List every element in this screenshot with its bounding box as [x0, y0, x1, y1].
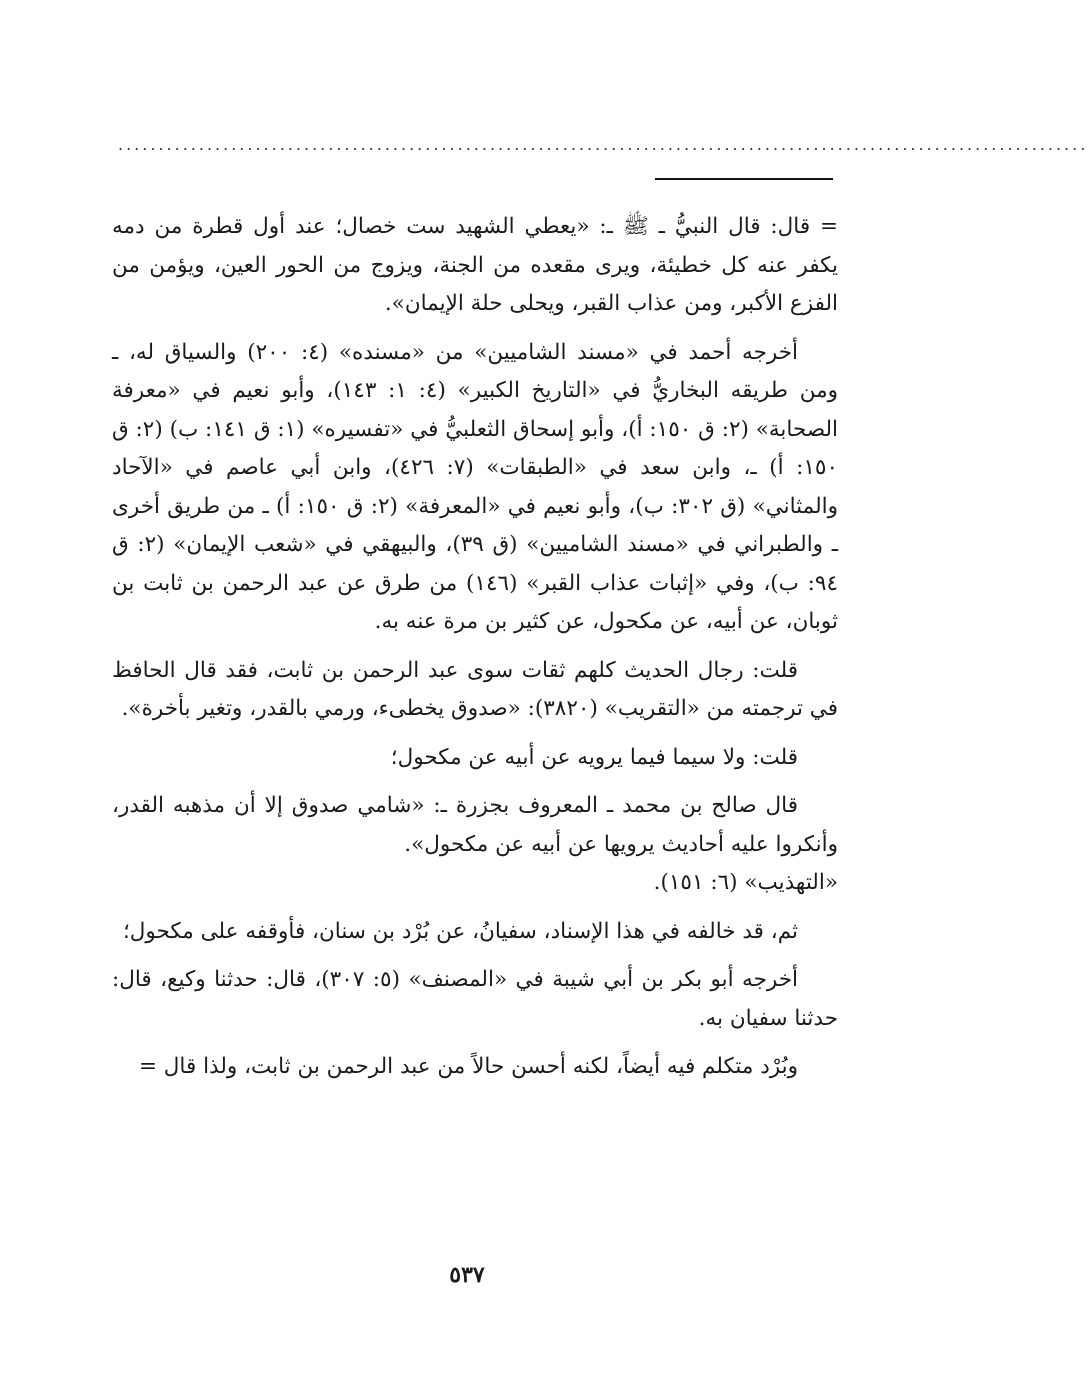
separator-dots: ........................................................................................................................ [118, 135, 1088, 154]
isnad-variation-paragraph: ثم، قد خالفه في هذا الإسناد، سفيانُ، عن بُرْد بن سنان، فأوقفه على مكحول؛ [122, 918, 798, 944]
note-paragraph: قلت: ولا سيما فيما يرويه عن أبيه عن مكحول؛ [390, 744, 798, 770]
footnote-body [112, 208, 838, 1087]
footnote-rule [655, 178, 833, 180]
tahdhib-reference: «التهذيب» (٦: ١٥١). [653, 870, 838, 895]
musannaf-paragraph: أخرجه أبو بكر بن أبي شيبة في «المصنف» (٥: ٣٠٧)، قال: حدثنا وكيع، قال: حدثنا سفيان به. [112, 967, 838, 1031]
narrator-assessment-paragraph: قلت: رجال الحديث كلهم ثقات سوى عبد الرحمن بن ثابت، فقد قال الحافظ في ترجمته من «التقريب» (٣٨٢٠): «صدوق يخطىء، ورمي بالقدر، وتغير بأخرة». [112, 657, 838, 721]
salih-quote-paragraph: قال صالح بن محمد ـ المعروف بجزرة ـ: «شامي صدوق إلا أن مذهبه القدر، وأنكروا عليه أحاديث يرويها عن أبيه عن مكحول». [112, 793, 838, 857]
takhrij-paragraph: أخرجه أحمد في «مسند الشاميين» من «مسنده» (٤: ٢٠٠) والسياق له، ـ ومن طريقه البخاريُّ في «التاريخ الكبير» (٤: ١: ١٤٣)، وأبو نعيم في «معرفة الصحابة» (٢: ق ١٥٠: أ)، وأبو إسحاق الثعلبيُّ في «تفسيره» (١: ق ١٤١: ب) (٢: ق ١٥٠: أ) ـ، وابن سعد في «الطبقات» (٧: ٤٢٦)، وابن أبي عاصم في «الآحاد والمثاني» (ق ٣٠٢: ب)، وأبو نعيم في «المعرفة» (٢: ق ١٥٠: أ) ـ من طريق أخرى ـ والطبراني في «مسند الشاميين» (ق ٣٩)، والبيهقي في «شعب الإيمان» (٢: ق ٩٤: ب)، وفي «إثبات عذاب القبر» (١٤٦) من طرق عن عبد الرحمن بن ثابت بن ثوبان، عن أبيه، عن مكحول، عن كثير بن مرة عنه به. [112, 339, 839, 634]
hadith-text-paragraph: = قال: قال النبيُّ ـ ﷺ ـ: «يعطي الشهيد ست خصال؛ عند أول قطرة من دمه يكفر عنه كل خطيئة، ويرى مقعده من الجنة، ويزوج من الحور العين، ويؤمن من الفزع الأكبر، ومن عذاب القبر، ويحلى حلة الإيمان». [112, 214, 838, 316]
burd-paragraph: وبُرْد متكلم فيه أيضاً، لكنه أحسن حالاً من عبد الرحمن بن ثابت، ولذا قال = [138, 1054, 798, 1079]
page-number: ٥٣٧ [449, 1262, 485, 1288]
